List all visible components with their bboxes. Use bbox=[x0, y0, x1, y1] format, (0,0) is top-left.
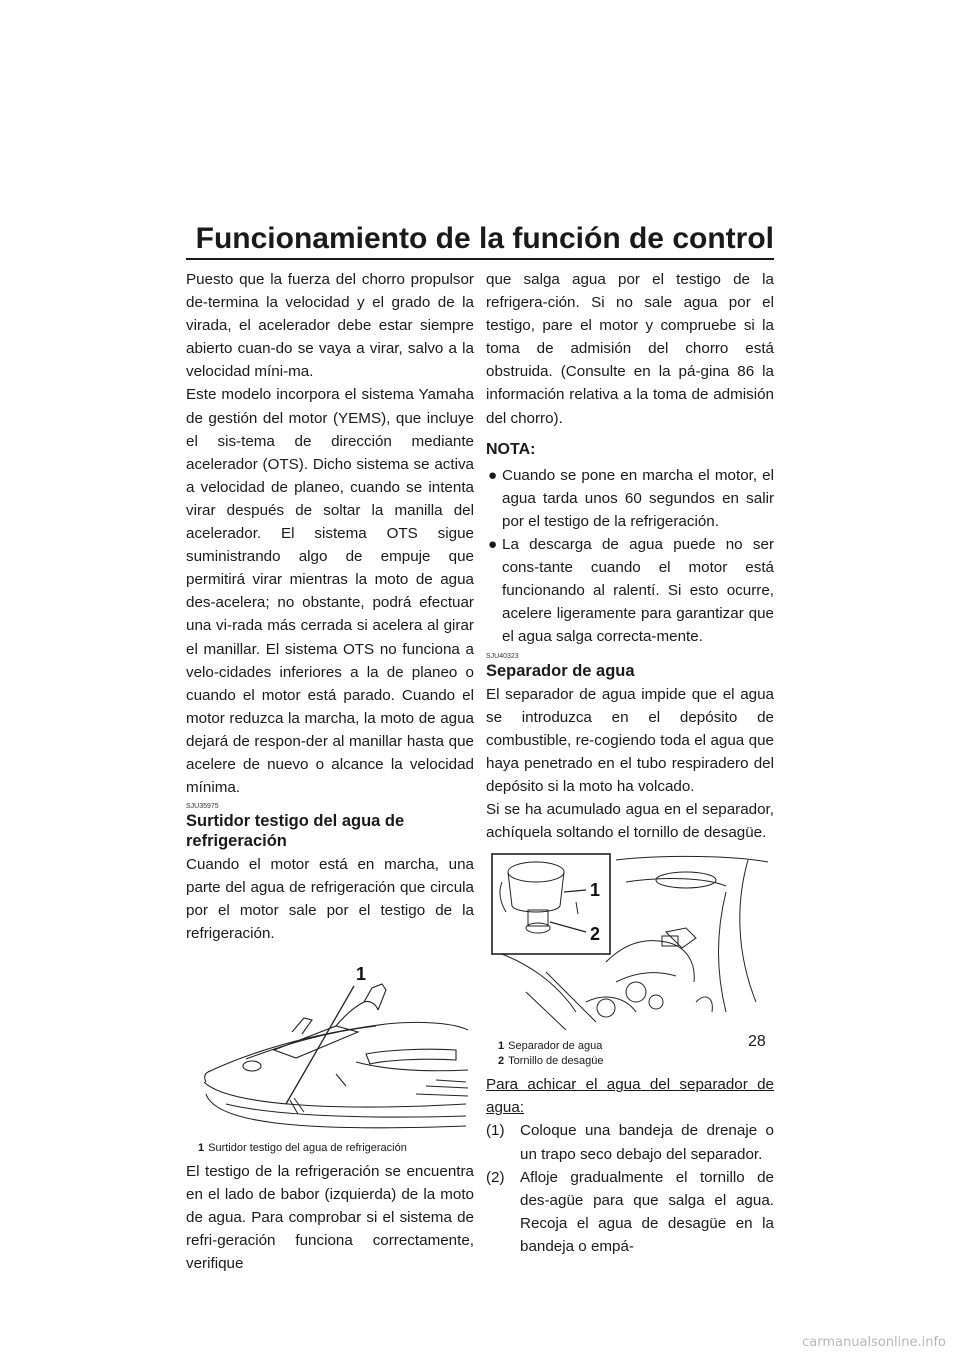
step-text: Afloje gradualmente el tornillo de des-agüe para que salga el agua. Recoja el agua de desagüe en la bandeja o empá- bbox=[520, 1168, 774, 1255]
callout-1: 1 bbox=[356, 963, 367, 984]
figure-caption bbox=[498, 1054, 774, 1069]
jetski-figure bbox=[186, 954, 474, 1156]
caption-number: 1 bbox=[198, 1141, 205, 1154]
note-bullet bbox=[486, 464, 774, 533]
step-number: (1) bbox=[486, 1122, 505, 1140]
bullet-text: Cuando se pone en marcha el motor, el agua tarda unos 60 segundos en salir por el testigo de la refrigeración. bbox=[502, 466, 774, 530]
step-number: (2) bbox=[486, 1168, 505, 1186]
procedure-step bbox=[486, 1166, 774, 1258]
bullet-text: La descarga de agua puede no ser cons-tante cuando el motor está funcionando al ralentí. Si esto ocurre, acelere ligeramente para garantizar que el agua salga correcta-mente. bbox=[502, 536, 774, 646]
paragraph: Si se ha acumulado agua en el separador, achíquela soltando el tornillo de desagüe. bbox=[486, 800, 774, 842]
footer-watermark: carmanualsonline.info bbox=[802, 1335, 946, 1350]
right-column bbox=[486, 268, 774, 1258]
paragraph: que salga agua por el testigo de la refrigera-ción. Si no sale agua por el testigo, pare el motor y compruebe si la toma de admisión del chorro está obstruida. (Consulte en la pá-gina 86 la información relativa a la toma de admisión del chorro). bbox=[486, 271, 774, 427]
figure-caption bbox=[498, 1039, 774, 1054]
paragraph: Puesto que la fuerza del chorro propulsor de-termina la velocidad y el grado de la virada, el acelerador debe estar siempre abierto cuan-do se vaya a virar, salvo a la velocidad míni-ma. bbox=[186, 271, 474, 381]
callout-1: 1 bbox=[590, 880, 601, 901]
left-column bbox=[186, 268, 474, 1275]
paragraph: Este modelo incorpora el sistema Yamaha de gestión del motor (YEMS), que incluye el sis-tema de dirección mediante acelerador (OTS). Dicho sistema se activa a velocidad de planeo, cuando se intenta virar después de soltar la manilla del acelerador. El sistema OTS sigue suministrando algo de empuje que permitirá virar mientras la moto de agua des-acelera; no obstante, podrá efectuar una vi-rada más cerrada si acelera al girar el manillar. El sistema OTS no funciona a velo-cidades inferiores a la de planeo o cuando el motor está parado. Cuando el motor reduzca la marcha, la moto de agua dejará de respon-der al manillar hasta que acelere de nuevo o alcance la velocidad mínima. bbox=[186, 386, 474, 797]
caption-text: Tornillo de desagüe bbox=[508, 1055, 604, 1068]
page-title: Funcionamiento de la función de control bbox=[195, 222, 774, 255]
caption-number: 1 bbox=[498, 1040, 505, 1053]
figure-caption bbox=[198, 1141, 474, 1156]
header-rule bbox=[186, 258, 774, 260]
jetski-illustration bbox=[186, 954, 474, 1134]
engine-compartment-illustration bbox=[486, 852, 774, 1032]
bullet-icon: ● bbox=[488, 536, 498, 554]
step-text: Coloque una bandeja de drenaje o un trapo seco debajo del separador. bbox=[520, 1122, 774, 1163]
bullet-icon: ● bbox=[488, 466, 498, 484]
page-number: 28 bbox=[748, 1033, 766, 1050]
callout-2: 2 bbox=[590, 924, 601, 945]
section-code: SJU35975 bbox=[186, 803, 219, 811]
caption-number: 2 bbox=[498, 1055, 505, 1068]
caption-text: Separador de agua bbox=[508, 1040, 603, 1053]
paragraph: El testigo de la refrigeración se encuentra en el lado de babor (izquierda) de la moto de agua. Para comprobar si el sistema de refri-geración funciona correctamente, verifique bbox=[186, 1162, 474, 1272]
paragraph: El separador de agua impide que el agua se introduzca en el depósito de combustible, re-cogiendo toda el agua que haya penetrado en el tubo respiradero del depósito si la moto ha volcado. bbox=[486, 685, 774, 795]
procedure-step bbox=[486, 1119, 774, 1165]
paragraph: Cuando el motor está en marcha, una parte del agua de refrigeración que circula por el motor sale por el testigo de la refrigeración. bbox=[186, 856, 474, 943]
caption-text: Surtidor testigo del agua de refrigeración bbox=[208, 1141, 407, 1154]
procedure-title: Para achicar el agua del separador de agua: bbox=[486, 1076, 774, 1117]
separator-figure bbox=[486, 852, 774, 1069]
section-heading: Separador de agua bbox=[486, 661, 635, 680]
note-bullet bbox=[486, 533, 774, 648]
note-title: NOTA: bbox=[486, 440, 536, 458]
section-heading: Surtidor testigo del agua de refrigeración bbox=[186, 812, 405, 851]
section-code: SJU40323 bbox=[486, 652, 519, 660]
